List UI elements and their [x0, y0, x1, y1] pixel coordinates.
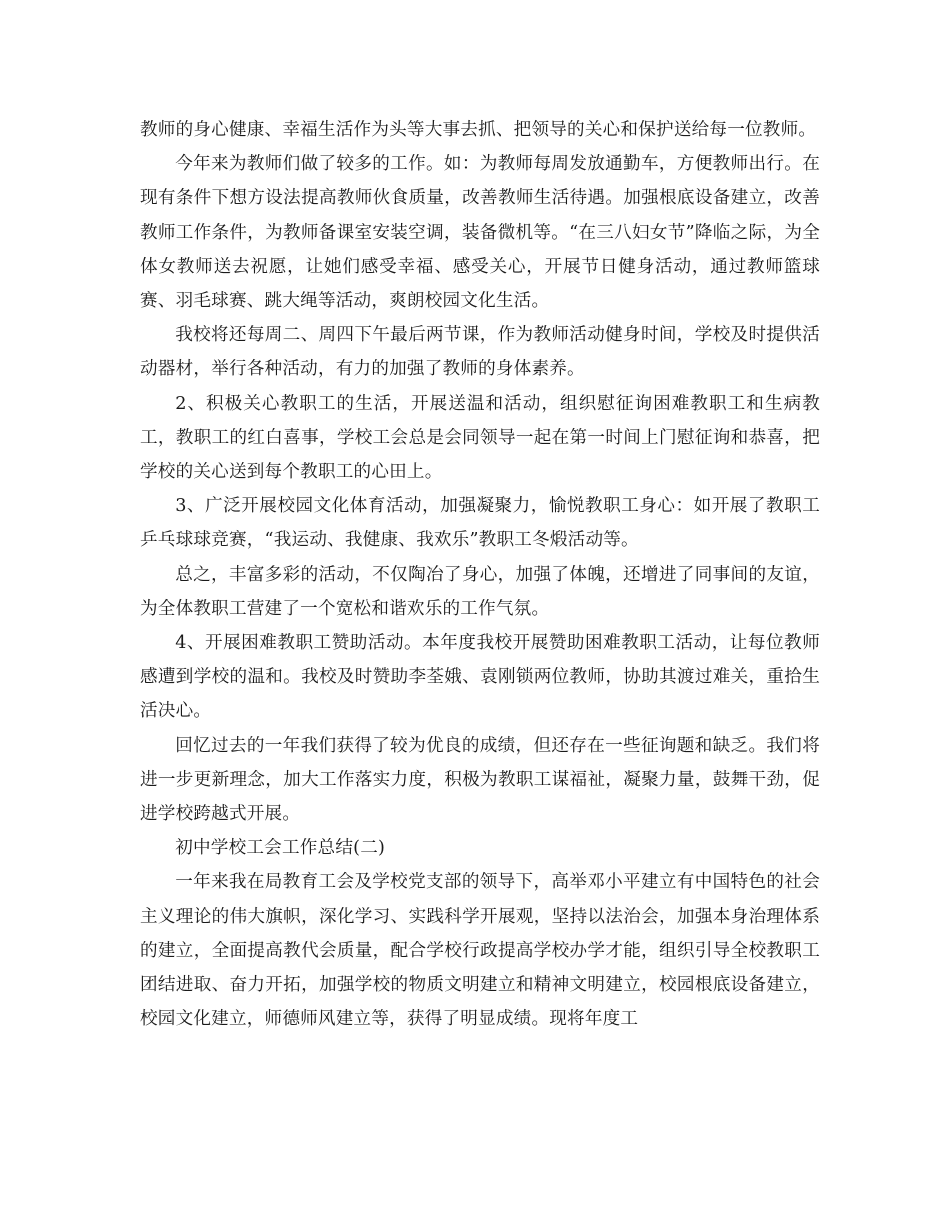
- paragraph: 2、积极关心教职工的生活，开展送温和活动，组织慰征询困难教职工和生病教工，教职工的红白喜事，学校工会总是会同领导一起在第一时间上门慰征询和恭喜，把学校的关心送到每个教职工的心田上。: [140, 393, 820, 483]
- paragraph: 4、开展困难教职工赞助活动。本年度我校开展赞助困难教职工活动，让每位教师感遭到学校的温和。我校及时赞助李荃娥、袁刚锁两位教师，协助其渡过难关，重拾生活决心。: [140, 633, 820, 722]
- paragraph: 回忆过去的一年我们获得了较为优良的成绩，但还存在一些征询题和缺乏。我们将进一步更新理念，加大工作落实力度，积极为教职工谋福祉，凝聚力量，鼓舞干劲，促进学校跨越式开展。: [140, 735, 820, 825]
- document-page: [140, 113, 820, 1036]
- paragraph: 3、广泛开展校园文化体育活动，加强凝聚力，愉悦教职工身心：如开展了教职工乒乓球球竞赛，“我运动、我健康、我欢乐”教职工冬煅活动等。: [140, 496, 820, 551]
- paragraph: 总之，丰富多彩的活动，不仅陶冶了身心，加强了体魄，还增进了同事间的友谊，为全体教职工营建了一个宽松和谐欢乐的工作气氛。: [140, 564, 820, 619]
- paragraph: 我校将还每周二、周四下午最后两节课，作为教师活动健身时间，学校及时提供活动器材，举行各种活动，有力的加强了教师的身体素养。: [140, 325, 820, 380]
- paragraph: 今年来为教师们做了较多的工作。如：为教师每周发放通勤车，方便教师出行。在现有条件下想方设法提高教师伙食质量，改善教师生活待遇。加强根底设备建立，改善教师工作条件，为教师备课室安装空调，装备微机等。“在三八妇女节”降临之际，为全体女教师送去祝愿，让她们感受幸福、感受关心，开展节日健身活动，通过教师篮球赛、羽毛球赛、跳大绳等活动，爽朗校园文化生活。: [140, 154, 820, 312]
- paragraph: 一年来我在局教育工会及学校党支部的领导下，高举邓小平建立有中国特色的社会主义理论的伟大旗帜，深化学习、实践科学开展观，坚持以法治会，加强本身治理体系的建立，全面提高教代会质量，配合学校行政提高学校办学才能，组织引导全校教职工团结进取、奋力开拓，加强学校的物质文明建立和精神文明建立，校园根底设备建立，校园文化建立，师德师风建立等，获得了明显成绩。现将年度工: [140, 872, 820, 1030]
- paragraph: 教师的身心健康、幸福生活作为头等大事去抓、把领导的关心和保护送给每一位教师。: [140, 120, 817, 140]
- section-heading: 初中学校工会工作总结(二): [175, 838, 386, 859]
